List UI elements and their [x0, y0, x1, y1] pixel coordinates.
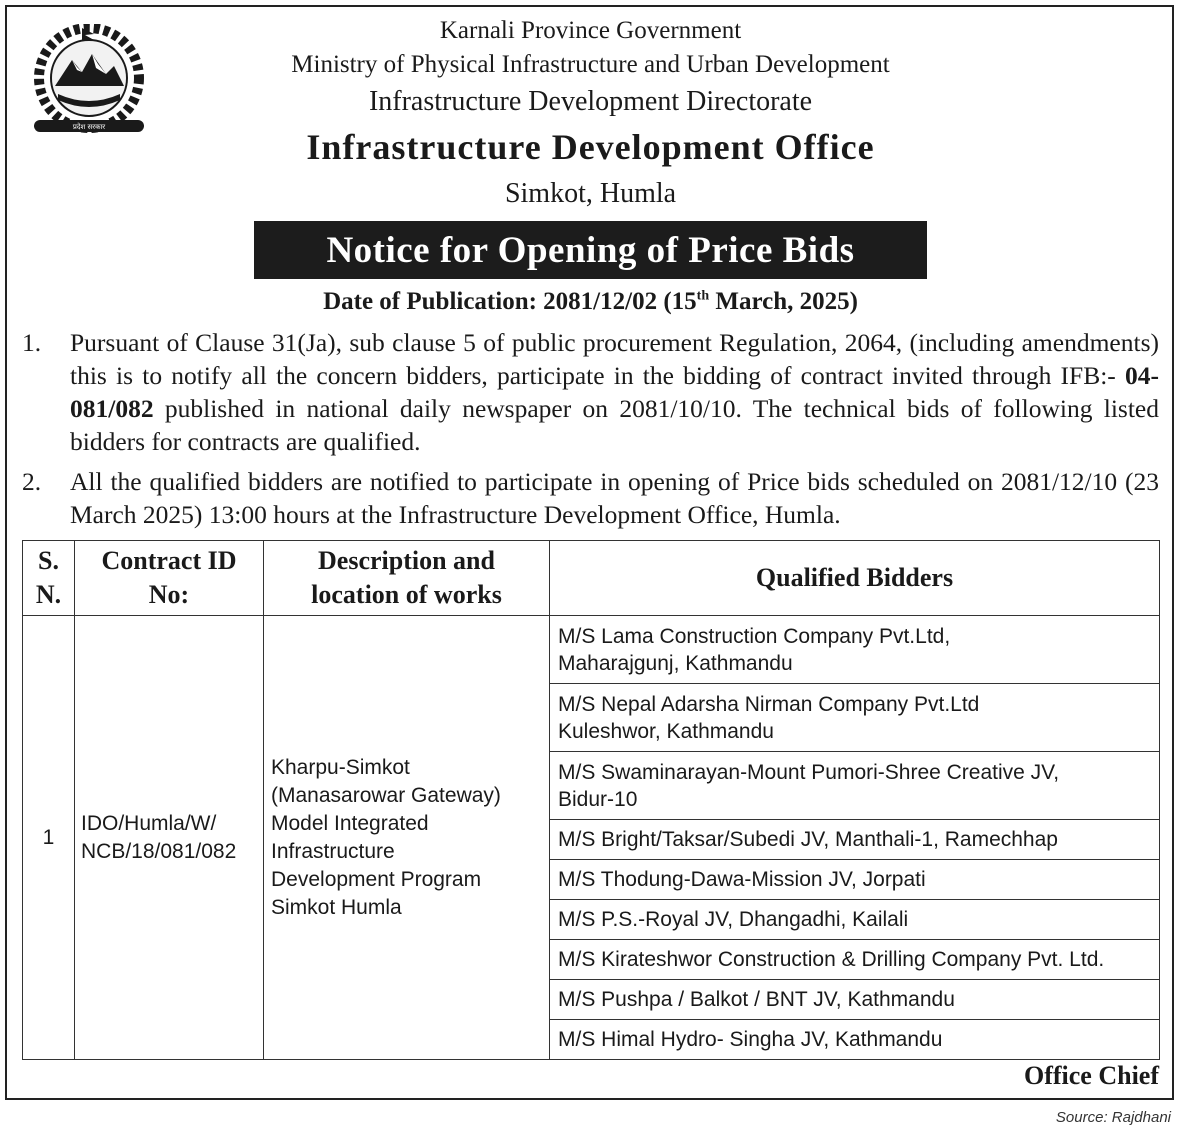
paragraph-1 [22, 326, 1159, 458]
paragraph-number: 1. [22, 328, 42, 357]
cell-description: Kharpu-Simkot (Manasarowar Gateway) Model Integrated Infrastructure Development Program Simkot Humla [264, 616, 550, 1060]
source-credit: Source: Rajdhani [1055, 1109, 1171, 1126]
ministry-name: Ministry of Physical Infrastructure and Urban Development [291, 51, 890, 78]
table-header-row [23, 541, 1160, 616]
directorate-name: Infrastructure Development Directorate [368, 86, 813, 117]
bidders-table [22, 540, 1160, 1060]
header-qualified-bidders: Qualified Bidders [550, 541, 1160, 616]
office-location: Simkot, Humla [504, 178, 677, 209]
paragraph-text: All the qualified bidders are notified to participate in opening of Price bids scheduled on 2081/12/10 (23 March 2025) 13:00 hours at the Infrastructure Development Office, Humla. [70, 467, 1159, 529]
bidder-cell: M/S Kirateshwor Construction & Drilling Company Pvt. Ltd. [550, 940, 1160, 980]
bidder-cell: M/S Himal Hydro- Singha JV, Kathmandu [550, 1020, 1160, 1060]
office-name: Infrastructure Development Office [306, 127, 875, 167]
header-contract-id: Contract ID No: [75, 541, 264, 616]
bidder-cell: M/S Thodung-Dawa-Mission JV, Jorpati [550, 860, 1160, 900]
office-chief-signature: Office Chief [1023, 1061, 1159, 1090]
paragraph-number: 2. [22, 467, 42, 496]
header-sn: S. N. [23, 541, 75, 616]
table-row [23, 616, 1160, 684]
ifb-number: 04-081/082 [70, 361, 1159, 423]
cell-contract-id: IDO/Humla/W/ NCB/18/081/082 [75, 616, 264, 1060]
bidder-cell: M/S Bright/Taksar/Subedi JV, Manthali-1, Ramechhap [550, 820, 1160, 860]
cell-sn: 1 [23, 616, 75, 1060]
publication-date: Date of Publication: 2081/12/02 (15th March, 2025) [323, 288, 858, 315]
notice-title: Notice for Opening of Price Bids [254, 221, 927, 279]
bidder-cell: M/S Lama Construction Company Pvt.Ltd, Maharajgunj, Kathmandu [550, 616, 1160, 684]
header-description: Description and location of works [264, 541, 550, 616]
bidder-cell: M/S Swaminarayan-Mount Pumori-Shree Creative JV, Bidur-10 [550, 752, 1160, 820]
emblem-motto: प्रदेश सरकार [72, 123, 106, 131]
paragraph-2 [22, 465, 1159, 531]
bidder-cell: M/S Nepal Adarsha Nirman Company Pvt.Ltd Kuleshwor, Kathmandu [550, 684, 1160, 752]
bidder-cell: M/S Pushpa / Balkot / BNT JV, Kathmandu [550, 980, 1160, 1020]
bidder-cell: M/S P.S.-Royal JV, Dhangadhi, Kailali [550, 900, 1160, 940]
government-name: Karnali Province Government [439, 17, 742, 44]
paragraph-text: Pursuant of Clause 31(Ja), sub clause 5 of public procurement Regulation, 2064, (including amendments) this is to notify all the concern bidders, participate in the bidding of contract invited through IFB:- 04-081/082 published in national daily newspaper on 2081/10/10. The technical bids of following listed bidders for contracts are qualified. [70, 328, 1159, 456]
